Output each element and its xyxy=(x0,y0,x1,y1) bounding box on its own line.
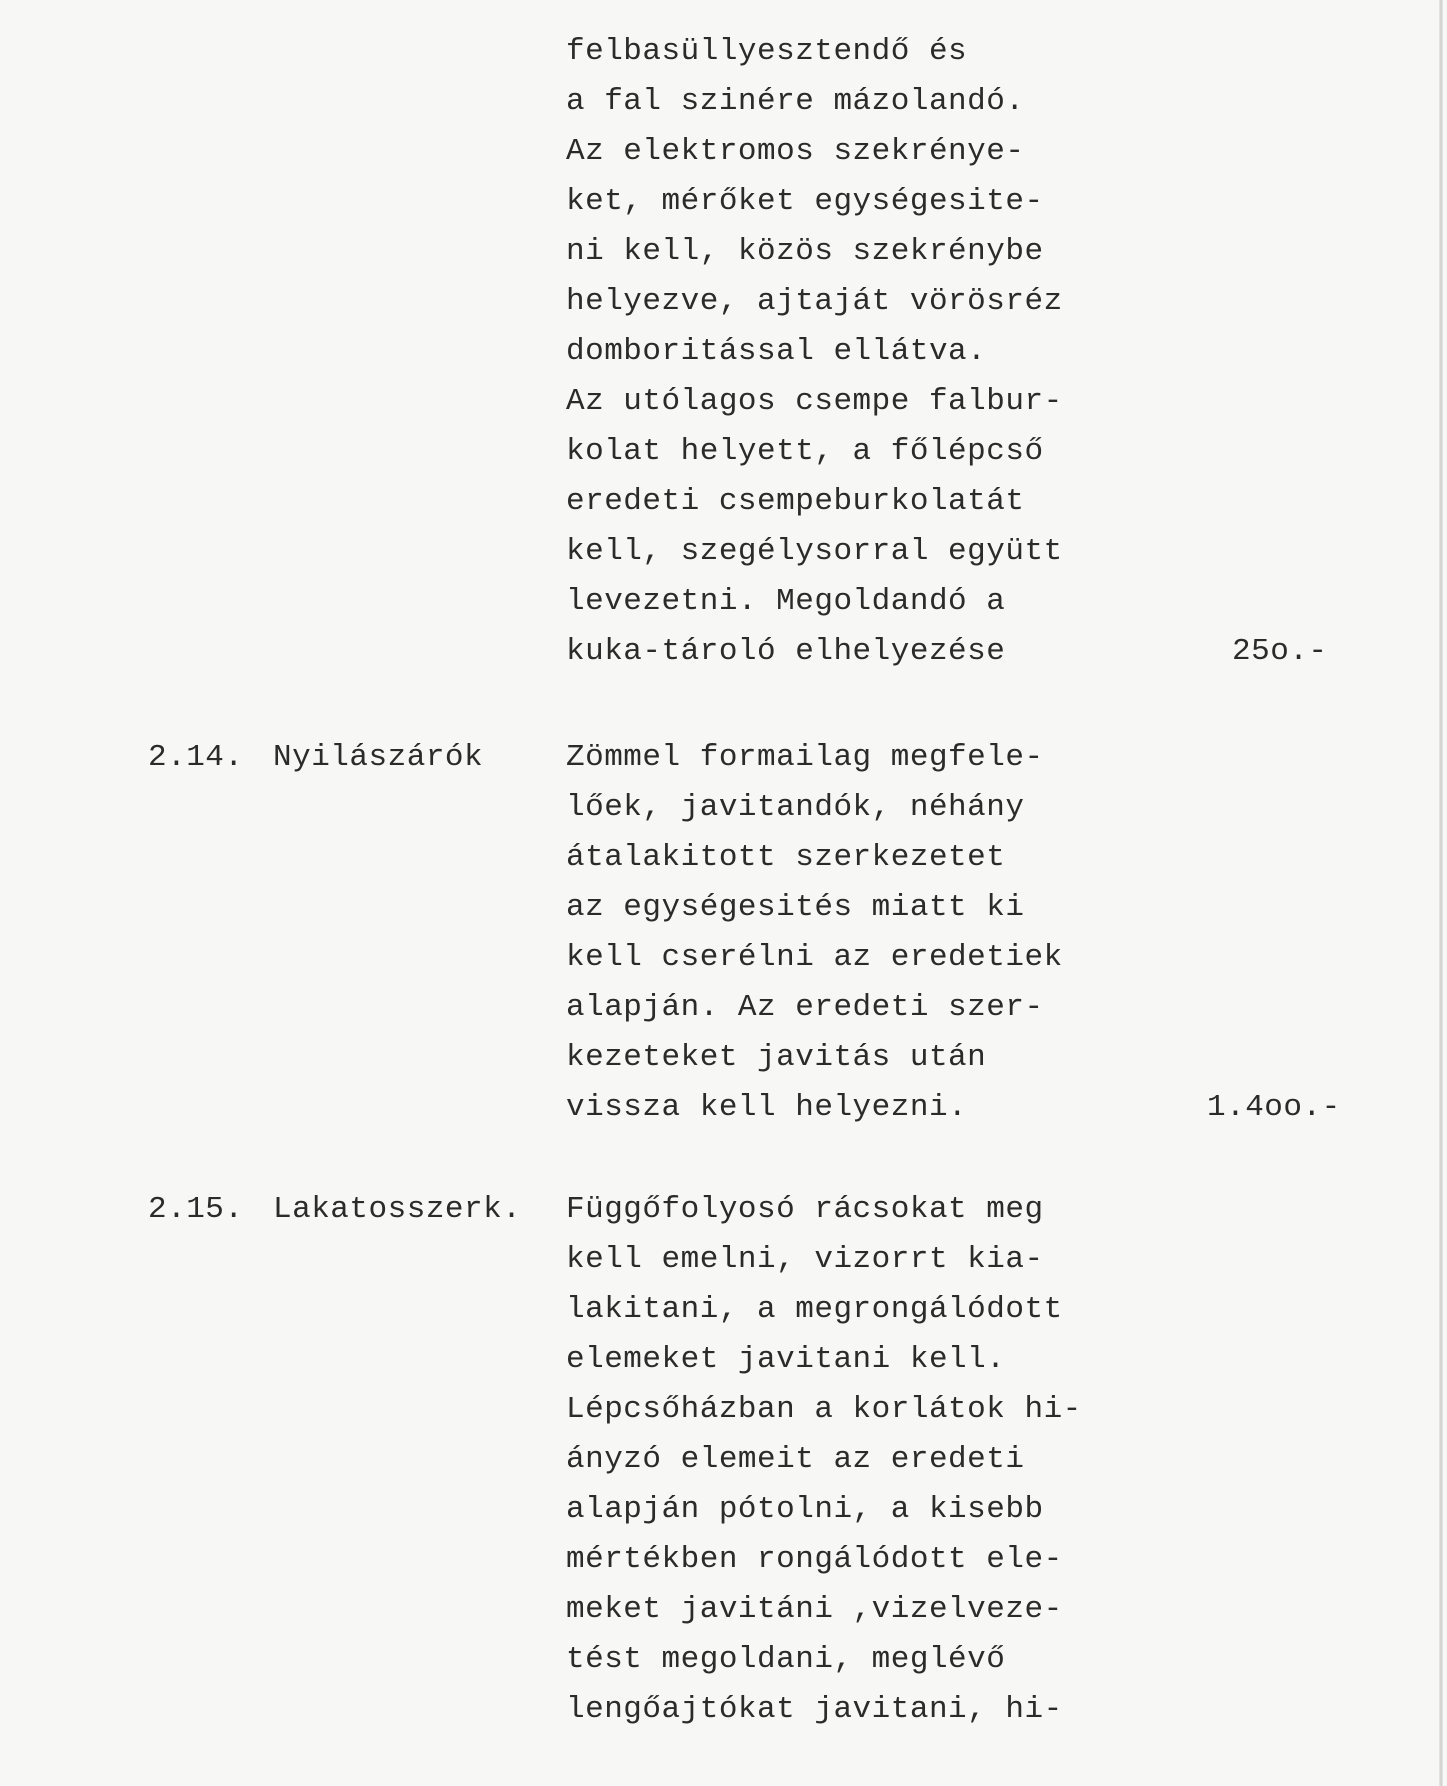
section-line: az egységesités miatt ki xyxy=(566,890,1025,925)
section-number: 2.15. xyxy=(148,1192,244,1227)
section-line: elemeket javitani kell. xyxy=(566,1342,1006,1377)
intro-line: kolat helyett, a főlépcső xyxy=(566,434,1044,469)
section-line: meket javitáni ,vizelveze- xyxy=(566,1592,1063,1627)
section-line: Függőfolyosó rácsokat meg xyxy=(566,1192,1044,1227)
section-line: kell cserélni az eredetiek xyxy=(566,940,1063,975)
intro-line: kell, szegélysorral együtt xyxy=(566,534,1063,569)
intro-line: levezetni. Megoldandó a xyxy=(566,584,1006,619)
intro-line: Az elektromos szekrénye- xyxy=(566,134,1025,169)
intro-line: Az utólagos csempe falbur- xyxy=(566,384,1063,419)
page-edge-shadow xyxy=(1439,0,1443,1786)
section-line: Zömmel formailag megfele- xyxy=(566,740,1044,775)
intro-line: felbasüllyesztendő és xyxy=(566,34,968,69)
section-title: Nyilászárók xyxy=(273,740,484,775)
section-line: kezeteket javitás után xyxy=(566,1040,987,1075)
intro-line: ket, mérőket egységesite- xyxy=(566,184,1044,219)
section-line: tést megoldani, meglévő xyxy=(566,1642,1006,1677)
section-line: átalakitott szerkezetet xyxy=(566,840,1006,875)
section-line: lengőajtókat javitani, hi- xyxy=(566,1692,1063,1727)
intro-line: ni kell, közös szekrénybe xyxy=(566,234,1044,269)
section-line: Lépcsőházban a korlátok hi- xyxy=(566,1392,1082,1427)
section-line: kell emelni, vizorrt kia- xyxy=(566,1242,1044,1277)
section-title: Lakatosszerk. xyxy=(273,1192,522,1227)
section-line: alapján. Az eredeti szer- xyxy=(566,990,1044,1025)
section-amount: 1.4oo.- xyxy=(1207,1090,1341,1125)
intro-line: domboritással ellátva. xyxy=(566,334,987,369)
section-line: lakitani, a megrongálódott xyxy=(566,1292,1063,1327)
section-line: vissza kell helyezni. xyxy=(566,1090,968,1125)
section-line: mértékben rongálódott ele- xyxy=(566,1542,1063,1577)
section-line: alapján pótolni, a kisebb xyxy=(566,1492,1044,1527)
intro-line: helyezve, ajtaját vörösréz xyxy=(566,284,1063,319)
section-line: ányzó elemeit az eredeti xyxy=(566,1442,1025,1477)
section-number: 2.14. xyxy=(148,740,244,775)
intro-line: a fal szinére mázolandó. xyxy=(566,84,1025,119)
intro-amount: 25o.- xyxy=(1232,634,1328,669)
section-line: lőek, javitandók, néhány xyxy=(566,790,1025,825)
intro-line: kuka-tároló elhelyezése xyxy=(566,634,1006,669)
intro-line: eredeti csempeburkolatát xyxy=(566,484,1025,519)
